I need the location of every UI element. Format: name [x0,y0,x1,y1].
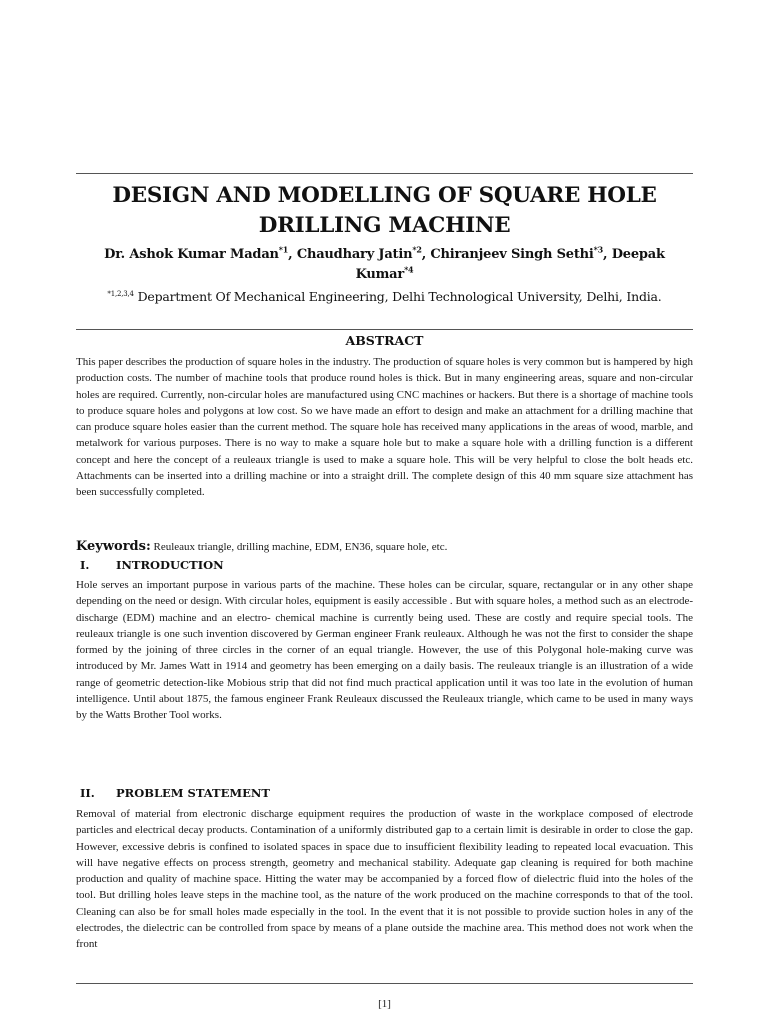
top-rule [76,173,693,174]
author-mark: *1 [278,244,289,255]
keywords [76,538,693,556]
author-name: Dr. Ashok Kumar Madan [104,247,279,262]
keywords-label: Keywords: [76,539,151,554]
author-mark: *2 [412,244,422,255]
affiliation-text: Department Of Mechanical Engineering, Delhi Technological University, Delhi, India. [137,289,662,304]
abstract-heading: ABSTRACT [345,333,424,348]
page-number: [1] [378,998,391,1010]
section-title: PROBLEM STATEMENT [116,786,270,800]
author-name: Chaudhary Jatin [296,247,413,262]
author-name: Deepak Kumar [355,247,665,282]
author-list: Dr. Ashok Kumar Madan$^{*1}$, Chaudhary Jatin$^{*2}$, Chiranjeev Singh Sethi$^{*3}$, Deepak Kumar$^{*4}$ [104,244,665,282]
section-number: I. [80,558,90,572]
section-title: INTRODUCTION [116,558,224,572]
keywords-text: Reuleaux triangle, drilling machine, EDM, EN36, square hole, etc. [150,541,448,553]
section-number: II. [80,786,95,800]
author-mark: *4 [404,264,414,275]
abstract-text: This paper describes the production of square holes in the industry. The production of square holes is very common but is hampered by high production costs. The number of machine tools that produce round holes is thick. But in many engineering areas, square and non-circular holes are required. Currently, non-circular holes are manufactured using CNC machines or hackers. But there is a shortage of machine tools to produce square holes and polygons at low cost. So we have made an effort to design and make an attachment for a drilling machine that can produce square holes easier than the current method. The square hole has received many applications in the areas of wood, marble, and metalwork for various purposes. There is no way to make a square hole but to make a square hole with a drilling function is a different concept and here the concept of a reuleaux triangle is used to make a square hole. This will be very helpful to close the bolt heads etc. Attachments can be inserted into a drilling machine or into a straight drill. The complete design of this 40 mm square size attachment has been successfully completed. [76,356,693,499]
section-heading-introduction [80,557,224,573]
problem-statement-text: Removal of material from electronic discharge equipment requires the production of waste in the workplace composed of electrode particles and electrical decay products. Contamination of a uniformly distributed gap to a certain limit is desirable in order to close the gap. However, excessive debris is confined to isolated spaces in space due to insufficient flexibility leading to repeated local evacuation. This will have negative effects on process strength, geometry and mechanical stability. Adequate gap cleaning is required for both machine production and quality of machine space. Hitting the water may be accompanied by a forced flow of dielectric fluid into the holes of the tool. But drilling holes leave steps in the machine tool, as the nature of the work produced on the machine corresponds to that of the tool. Cleaning can also be for small holes made especially in the tool. In the event that it is not possible to provide suction holes in any of the electrodes, the dielectric can be controlled from space by means of a plane outside the machine area. This method does not work when the front [76,808,693,951]
paper-title: DESIGN AND MODELLING OF SQUARE HOLE DRILLING MACHINE [112,183,657,238]
section-heading-problem-statement [80,785,270,801]
abstract-rule [76,329,693,330]
affiliation [76,287,693,307]
bottom-rule [76,983,693,984]
author-mark: *3 [593,244,604,255]
author-name: Chiranjeev Singh Sethi [430,247,594,262]
affiliation-marks: *1,2,3,4 [107,289,134,298]
introduction-text: Hole serves an important purpose in various parts of the machine. These holes can be circular, square, rectangular or in any other shape depending on the need or design. With circular holes, equipment is easily accessible . But with square holes, a method such as an electrode-discharge (EDM) machine and an electro- chemical machine is currently being used. These are costly and require special tools. The reuleaux triangle is one such invention discovered by German engineer Frank reuleaux. Although he was not the first to consider the shape formed by the joining of three circles in the corner of an equal triangle. However, the use of this Polygonal hole-making curve was introduced by Mr. James Watt in 1914 and geometry has been emerging on a daily basis. The reuleaux triangle is an illustration of a wide range of geometric detection-like Mobious strip that did not find much practical application until it was too late in the evolution of human intelligence. Until about 1875, the famous engineer Frank Reuleaux discussed the Reuleaux triangle, which came to be used in many ways by the Watts Brother Tool works. [76,579,693,722]
